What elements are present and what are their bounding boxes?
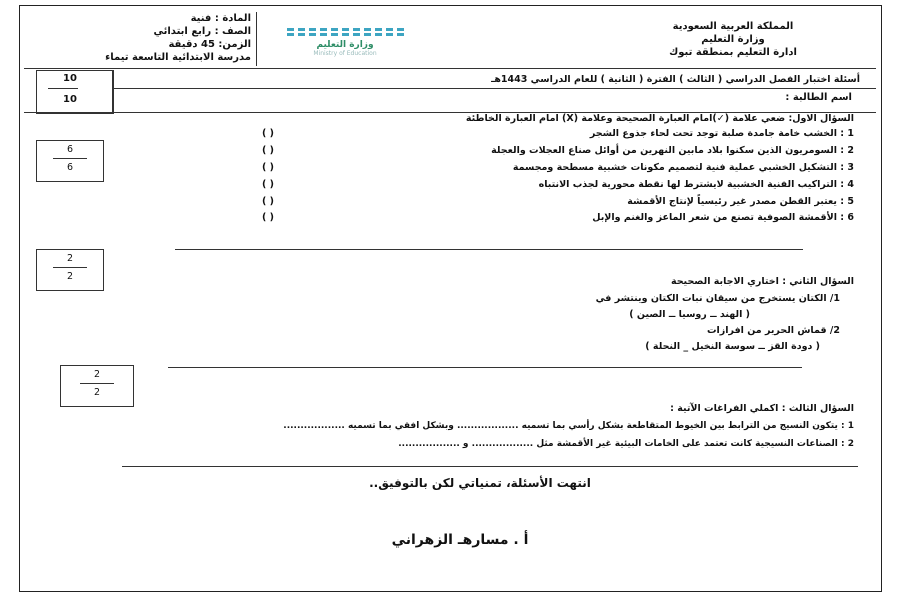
fraction-bar [53, 267, 87, 268]
q3-score-box [60, 365, 134, 407]
header-line: ادارة التعليم بمنطقة تبوك [669, 47, 797, 58]
answer-blank-1[interactable]: ( ) [262, 128, 274, 139]
q2-score-den: 2 [66, 271, 74, 282]
q1-item-5: 5 : يعتبر القطن مصدر غير رئيسياً لإنتاج الأقمشة [627, 196, 854, 207]
q1-item-1: 1 : الخشب خامة جامدة صلبة توجد تحت لحاء جذوع الشجر [589, 128, 854, 139]
divider [24, 68, 876, 69]
logo-subtext: Ministry of Education [313, 50, 377, 57]
answer-blank-5[interactable]: ( ) [262, 196, 274, 207]
exam-title: أسئلة اختبار الفصل الدراسي ( الثالث ) الفترة ( الثانية ) للعام الدراسي 1443هـ [491, 74, 860, 85]
header-line: المملكة العربية السعودية [672, 21, 794, 32]
fraction-bar [48, 88, 78, 89]
q1-score-box [36, 140, 104, 182]
header-line: وزارة التعليم [701, 34, 765, 45]
q2-line-1: 1/ الكتان يستخرج من سيقان نبات الكتان وينتشر في [595, 293, 840, 304]
fraction-bar [53, 158, 87, 159]
q3-score-num: 2 [93, 369, 101, 380]
logo-text: وزارة التعليم [316, 40, 374, 50]
divider [122, 466, 858, 467]
header-right-block [608, 20, 858, 59]
answer-blank-6[interactable]: ( ) [262, 212, 274, 223]
grade-label: الصف : رابع ابتدائي [153, 26, 251, 37]
total-score-bottom: 10 [63, 94, 77, 105]
divider [112, 88, 876, 89]
answer-blank-3[interactable]: ( ) [262, 162, 274, 173]
q3-line-2[interactable]: 2 : الصناعات النسيجية كانت تعتمد على الخامات البيئية غير الأقمشة مثل .................. و .................. [398, 439, 854, 449]
q1-item-4: 4 : التراكيب الفنية الخشبية لايشترط لها نقطة محورية لجذب الانتباه [538, 179, 854, 190]
q1-item-2: 2 : السومريون الذين سكنوا بلاد مابين النهرين من أوائل صناع العجلات والعجلة [491, 145, 854, 156]
divider [175, 249, 803, 250]
fraction-bar [80, 383, 114, 384]
answer-blank-4[interactable]: ( ) [262, 179, 274, 190]
q1-heading: السؤال الاول: ضعي علامة (✓)امام العبارة الصحيحة وعلامة (X) امام العبارة الخاطئة [465, 113, 854, 124]
q2-score-box [36, 249, 104, 291]
q2-choices-1[interactable]: ( الهند ــ روسيا ــ الصين ) [629, 309, 750, 320]
q2-heading: السؤال الثاني : اختاري الاجابة الصحيحة [670, 276, 854, 287]
divider [168, 367, 802, 368]
q2-choices-2[interactable]: ( دودة القز ــ سوسة النخيل _ النحلة ) [645, 341, 820, 352]
student-name-label: اسم الطالبة : [785, 92, 852, 103]
ministry-logo [275, 28, 415, 57]
answer-blank-2[interactable]: ( ) [262, 145, 274, 156]
school-label: مدرسة الابتدائية التاسعة تيماء [105, 52, 251, 63]
q2-line-2: 2/ قماش الحرير من افرازات [707, 325, 840, 336]
total-score-top: 10 [63, 73, 77, 84]
q1-item-6: 6 : الأقمشة الصوفية تصنع من شعر الماعز والغنم والإبل [592, 212, 854, 223]
teacher-signature: أ . مسارهـ الزهراني [391, 532, 529, 548]
q3-heading: السؤال الثالث : اكملي الفراغات الآتية : [670, 403, 854, 414]
q3-line-1[interactable]: 1 : يتكون النسيج من الترابط بين الخيوط المتقاطعة بشكل رأسي بما تسميه .................. وبشكل افقي بما تسميه .................. [283, 421, 854, 431]
closing-message: انتهت الأسئلة، تمنياتي لكن بالتوفيق.. [369, 476, 591, 490]
logo-dots-icon [275, 28, 415, 36]
q2-score-num: 2 [66, 253, 74, 264]
subject-label: المادة : فنية [190, 13, 251, 24]
header-left-block [24, 12, 257, 66]
q1-score-num: 6 [66, 144, 74, 155]
q1-item-3: 3 : التشكيل الخشبي عملية فنية لتصميم مكونات خشبية مسطحة ومجسمة [512, 162, 854, 173]
time-label: الزمن: 45 دقيقة [168, 39, 251, 50]
q3-score-den: 2 [93, 387, 101, 398]
q1-score-den: 6 [66, 162, 74, 173]
